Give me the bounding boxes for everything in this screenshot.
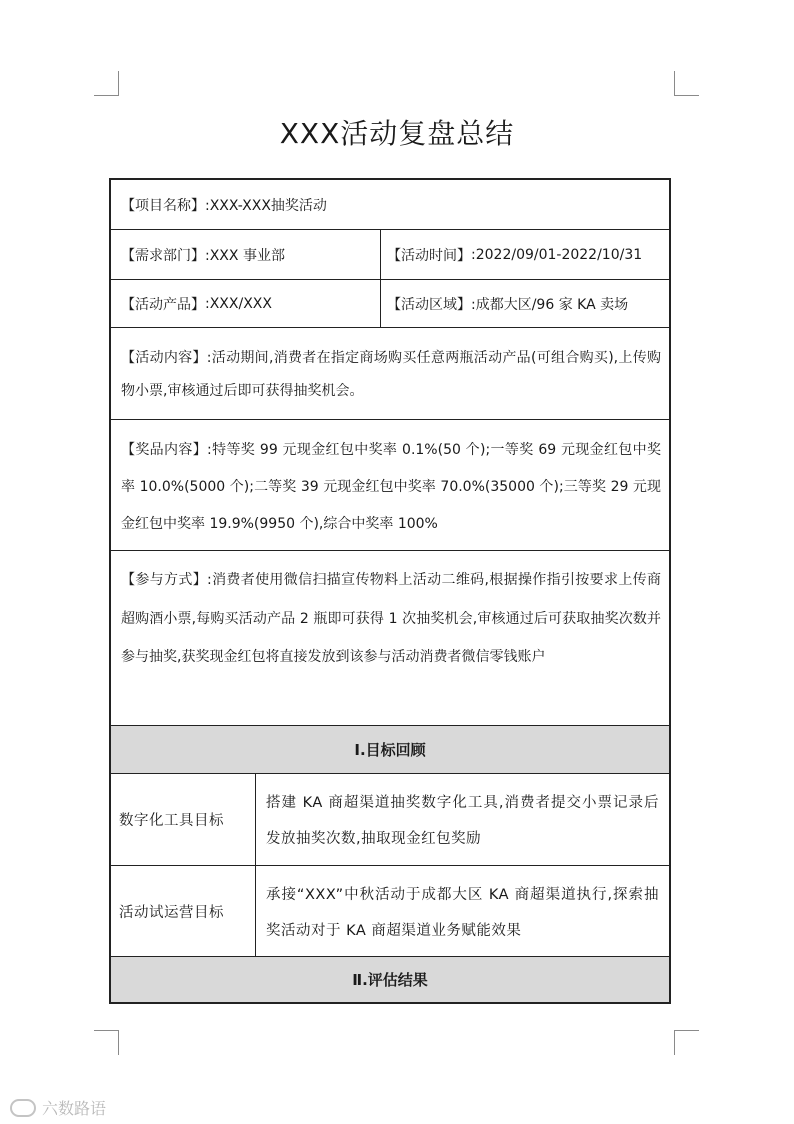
watermark-logo-icon (10, 1099, 36, 1117)
product-cell (111, 280, 380, 327)
content-value: :活动期间,消费者在指定商场购买任意两瓶活动产品(可组合购买),上传购物小票,审核通过后即可获得抽奖机会。 (121, 350, 661, 399)
time-cell (381, 230, 669, 279)
project-value: :XXX-XXX抽奖活动 (205, 197, 327, 214)
product-label: 【活动产品】 (121, 296, 205, 313)
row-project (111, 180, 669, 230)
time-label: 【活动时间】 (387, 247, 471, 264)
time-value: :2022/09/01-2022/10/31 (471, 246, 643, 263)
content-cell (111, 328, 669, 419)
prizes-value: :特等奖 99 元现金红包中奖率 0.1%(50 个);一等奖 69 元现金红包中奖率 10.0%(5000 个);二等奖 39 元现金红包中奖率 70.0%(35000 个);三等奖 29 元现金红包中奖率 19.9%(9950 个),综合中奖率 100% (121, 442, 661, 532)
goal-name: 活动试运营目标 (119, 904, 224, 921)
document-title: XXX活动复盘总结 (279, 117, 515, 150)
goal-description: 承接“XXX”中秋活动于成都大区 KA 商超渠道执行,探索抽奖活动对于 KA 商超渠道业务赋能效果 (266, 887, 659, 939)
summary-table (109, 178, 671, 1004)
row-product-region (111, 280, 669, 328)
section-results-heading: Ⅱ.评估结果 (111, 957, 669, 1002)
content-label: 【活动内容】 (121, 350, 207, 366)
region-label: 【活动区域】 (387, 296, 471, 313)
participation-value: :消费者使用微信扫描宣传物料上活动二维码,根据操作指引按要求上传商超购酒小票,每购买活动产品 2 瓶即可获得 1 次抽奖机会,审核通过后可获取抽奖次数并参与抽奖,获奖现金红包将直接发放到该参与活动消费者微信零钱账户 (121, 572, 661, 665)
row-section-goals (111, 726, 669, 774)
department-cell (111, 230, 380, 279)
section-goals-heading: Ⅰ.目标回顾 (111, 726, 669, 773)
prizes-cell (111, 420, 669, 550)
prizes-label: 【奖品内容】 (121, 442, 208, 458)
goal-name: 数字化工具目标 (119, 813, 224, 829)
goal-row (111, 774, 669, 866)
row-content (111, 328, 669, 420)
row-prizes (111, 420, 669, 551)
goal-description: 搭建 KA 商超渠道抽奖数字化工具,消费者提交小票记录后发放抽奖次数,抽取现金红包奖励 (266, 795, 659, 847)
region-value: :成都大区/96 家 KA 卖场 (471, 296, 629, 313)
department-value: :XXX 事业部 (205, 247, 285, 264)
watermark (10, 1096, 106, 1119)
participation-cell (111, 551, 669, 725)
project-cell (111, 180, 669, 229)
crop-mark-top-right (674, 71, 699, 96)
product-value: :XXX/XXX (205, 295, 272, 312)
row-department-time (111, 230, 669, 280)
row-section-results (111, 957, 669, 1002)
watermark-text: 六数路语 (42, 1099, 107, 1118)
project-label: 【项目名称】 (121, 197, 205, 214)
crop-mark-bottom-left (94, 1030, 119, 1055)
row-participation (111, 551, 669, 726)
crop-mark-bottom-right (674, 1030, 699, 1055)
participation-label: 【参与方式】 (121, 572, 208, 588)
region-cell (381, 280, 669, 327)
goal-row (111, 866, 669, 957)
department-label: 【需求部门】 (121, 247, 205, 264)
crop-mark-top-left (94, 71, 119, 96)
